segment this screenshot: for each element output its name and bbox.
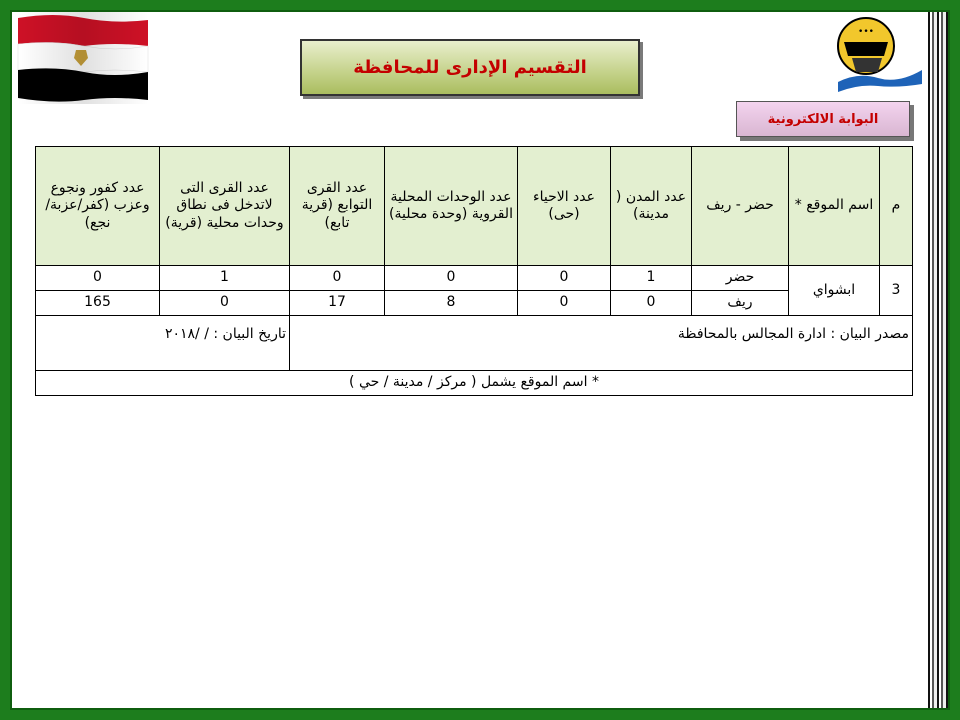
footnote: * اسم الموقع يشمل ( مركز / مدينة / حي ) bbox=[36, 371, 913, 396]
cities-cell: 0 bbox=[611, 291, 692, 316]
hamlets-cell: 165 bbox=[36, 291, 160, 316]
villages-outside-cell: 0 bbox=[160, 291, 290, 316]
villages-cell: 0 bbox=[290, 266, 385, 291]
header-cell: عدد القرى التى لاتدخل فى نطاق وحدات محلية (قرية) bbox=[160, 147, 290, 266]
hamlets-cell: 0 bbox=[36, 266, 160, 291]
type-cell: ريف bbox=[692, 291, 789, 316]
data-source: مصدر البيان : ادارة المجالس بالمحافظة bbox=[290, 316, 913, 371]
portal-button[interactable] bbox=[736, 101, 910, 137]
table-row bbox=[36, 266, 913, 291]
title-banner bbox=[300, 39, 640, 96]
header-cell: اسم الموقع * bbox=[789, 147, 880, 266]
header-cell: عدد القرى التوابع (قرية تابع) bbox=[290, 147, 385, 266]
slide-frame bbox=[10, 10, 950, 710]
units-cell: 8 bbox=[385, 291, 518, 316]
egypt-flag-icon bbox=[14, 12, 149, 104]
location-cell: ابشواي bbox=[789, 266, 880, 316]
units-cell: 0 bbox=[385, 266, 518, 291]
villages-outside-cell: 1 bbox=[160, 266, 290, 291]
table-header-row bbox=[36, 147, 913, 266]
source-row bbox=[36, 316, 913, 371]
portal-label: البوابة الالكترونية bbox=[767, 111, 879, 127]
type-cell: حضر bbox=[692, 266, 789, 291]
table-row bbox=[36, 291, 913, 316]
header-cell: عدد المدن ( مدينة) bbox=[611, 147, 692, 266]
header-cell: م bbox=[880, 147, 913, 266]
administrative-table bbox=[35, 146, 913, 396]
header-cell: عدد الاحياء (حى) bbox=[518, 147, 611, 266]
header-cell: عدد الوحدات المحلية القروية (وحدة محلية) bbox=[385, 147, 518, 266]
row-number-cell: 3 bbox=[880, 266, 913, 316]
districts-cell: 0 bbox=[518, 291, 611, 316]
page-title: التقسيم الإدارى للمحافظة bbox=[353, 57, 587, 78]
decorative-stripe bbox=[928, 12, 948, 708]
header-cell: حضر - ريف bbox=[692, 147, 789, 266]
governorate-emblem-icon bbox=[828, 12, 924, 96]
data-date: تاريخ البيان : / /٢٠١٨ bbox=[36, 316, 290, 371]
header-cell: عدد كفور ونجوع وعزب (كفر/عزبة/نجع) bbox=[36, 147, 160, 266]
svg-text:•••: ••• bbox=[858, 27, 874, 37]
villages-cell: 17 bbox=[290, 291, 385, 316]
districts-cell: 0 bbox=[518, 266, 611, 291]
cities-cell: 1 bbox=[611, 266, 692, 291]
footnote-row bbox=[36, 371, 913, 396]
